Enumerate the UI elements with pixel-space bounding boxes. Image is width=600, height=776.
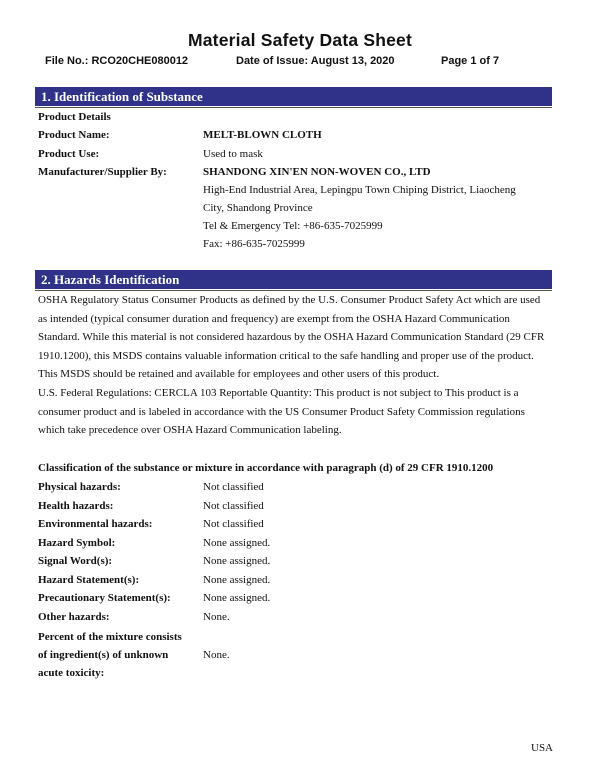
manufacturer-fax: Fax: +86-635-7025999	[203, 238, 305, 250]
manufacturer-tel: Tel & Emergency Tel: +86-635-7025999	[203, 220, 383, 232]
section-divider	[35, 107, 552, 108]
product-details-label: Product Details	[38, 111, 111, 123]
date-of-issue: Date of Issue: August 13, 2020	[236, 55, 395, 67]
hazard-row-label: Environmental hazards:	[38, 518, 153, 530]
hazard-row-label: Other hazards:	[38, 610, 110, 623]
hazard-row-value: None assigned.	[203, 592, 271, 604]
mixture-label-line3: acute toxicity:	[38, 667, 105, 679]
mixture-value: None.	[203, 649, 230, 661]
page-number: Page 1 of 7	[441, 55, 500, 67]
hazards-body	[38, 291, 550, 440]
product-name-label: Product Name:	[38, 129, 110, 141]
federal-regulations-paragraph: U.S. Federal Regulations: CERCLA 103 Reportable Quantity: This product is not subject to This product is a consumer product and is labeled in accordance with the US Consumer Product Safety Commission regulations which take precedence over OSHA Hazard Communication labeling.	[38, 386, 525, 437]
section-heading-hazards: 2. Hazards Identification	[35, 270, 552, 289]
footer-region: USA	[531, 742, 554, 754]
product-use-label: Product Use:	[38, 148, 100, 160]
classification-heading: Classification of the substance or mixture in accordance with paragraph (d) of 29 CFR 1910.1200	[38, 462, 494, 474]
manufacturer-label: Manufacturer/Supplier By:	[38, 166, 167, 178]
section-heading-identification: 1. Identification of Substance	[35, 87, 552, 106]
hazard-row-label: Signal Word(s):	[38, 555, 113, 567]
hazard-row-label: Hazard Statement(s):	[38, 573, 140, 586]
hazard-row-value: None.	[203, 610, 230, 623]
hazard-row-value: Not classified	[203, 499, 264, 512]
product-name-value: MELT-BLOWN CLOTH	[203, 129, 322, 141]
manufacturer-name: SHANDONG XIN'EN NON-WOVEN CO., LTD	[203, 166, 431, 178]
document-title: Material Safety Data Sheet	[187, 30, 413, 50]
hazard-row-label: Precautionary Statement(s):	[38, 592, 171, 604]
file-number: File No.: RCO20CHE080012	[45, 55, 189, 67]
product-use-value: Used to mask	[203, 148, 263, 160]
hazard-row-value: None assigned.	[203, 536, 271, 549]
mixture-label-line2: of ingredient(s) of unknown	[38, 649, 169, 661]
hazard-row-value: None assigned.	[203, 555, 271, 567]
manufacturer-address-line2: City, Shandong Province	[203, 202, 313, 214]
hazard-row-value: None assigned.	[203, 573, 271, 586]
hazard-row-label: Hazard Symbol:	[38, 536, 116, 549]
hazard-row-value: Not classified	[203, 481, 264, 493]
hazard-row-label: Physical hazards:	[38, 481, 121, 493]
hazard-row-value: Not classified	[203, 518, 264, 530]
mixture-label-line1: Percent of the mixture consists	[38, 631, 182, 643]
osha-paragraph: OSHA Regulatory Status Consumer Products as defined by the U.S. Consumer Product Safety Act which are used as intended (typical consumer duration and frequency) are exempt from the OSHA Hazard Communication Standard. While this material is not considered hazardous by the OSHA Hazard Communication Standard (29 CFR 1910.1200), this MSDS contains valuable information critical to the safe handling and proper use of the product. This MSDS should be retained and available for employees and other users of this product.	[38, 294, 545, 381]
manufacturer-address-line1: High-End Industrial Area, Lepingpu Town Chiping District, Liaocheng	[203, 184, 516, 196]
hazard-row-label: Health hazards:	[38, 499, 114, 512]
